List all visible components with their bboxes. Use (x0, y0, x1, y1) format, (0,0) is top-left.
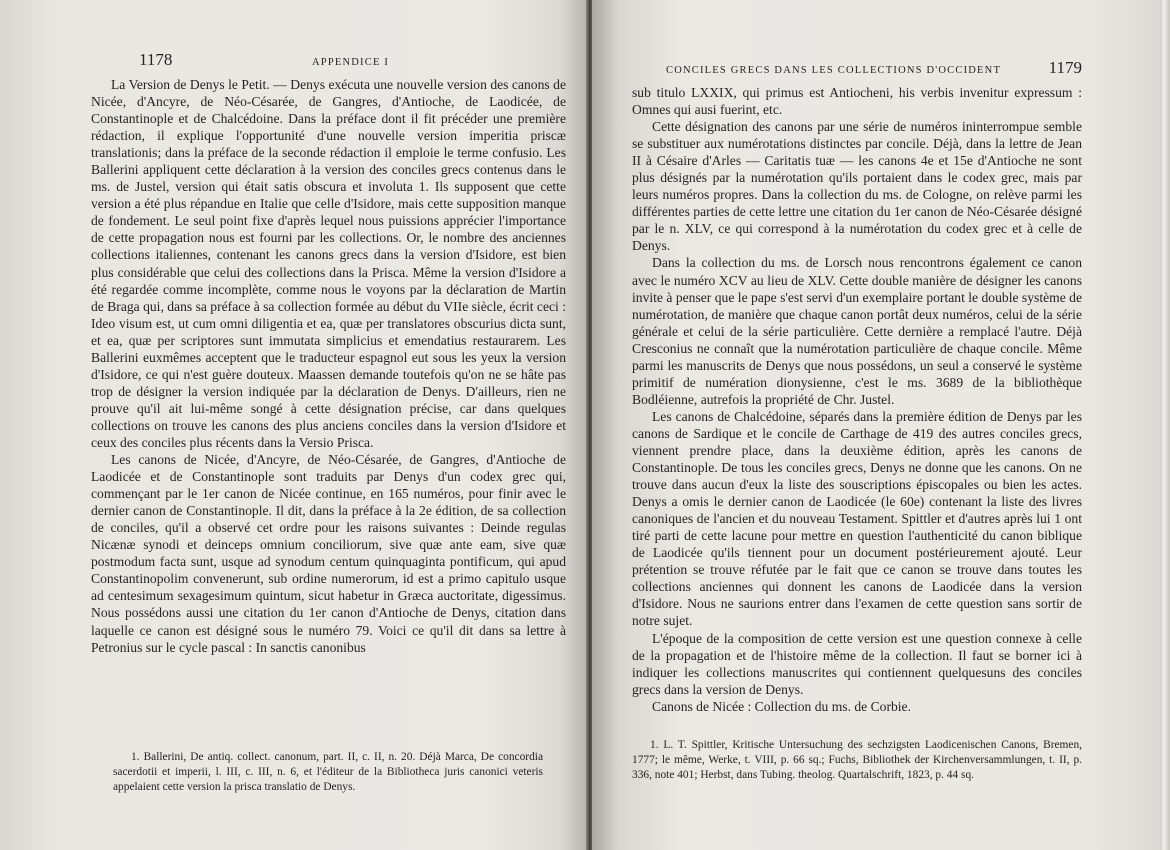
left-footnotes (113, 750, 543, 796)
page-edge (1160, 0, 1170, 850)
paragraph: Cette désignation des canons par une série de numéros ininterrompue semble se substituer aux numérotations distinctes par concile. Déjà, dans la lettre de Jean II à Césaire d'Arles — Caritatis tuæ — les canons 4e et 15e d'Antioche ne sont plus désignés par la numérotation qu'ils portaient dans le codex grec, mais par leurs numéros propres. Dans la collection du ms. de Cologne, on relève parmi les différentes parties de cette lettre une citation du 1er canon de Néo-Césarée désigné par le n. XLV, ce qui correspond à la numérotation du codex grec et à celle de Denys. (632, 119, 1082, 254)
right-footnotes (632, 738, 1082, 784)
left-page-body (91, 76, 566, 656)
left-running-head: APPENDICE I (312, 57, 390, 68)
paragraph: sub titulo LXXIX, qui primus est Antiocheni, his verbis invenitur expressum : Omnes qui ausi fuerint, etc. (632, 85, 1082, 118)
left-page-number: 1178 (139, 50, 173, 69)
right-page-body (632, 84, 1082, 715)
paragraph: Canons de Nicée : Collection du ms. de Corbie. (652, 698, 911, 714)
right-page (592, 0, 1170, 850)
right-page-header (632, 58, 1082, 84)
right-page-number: 1179 (1048, 58, 1082, 77)
footnote: 1. L. T. Spittler, Kritische Untersuchung des sechzigsten Laodicenischen Canons, Bremen, 1777; le même, Werke, t. VIII, p. 66 sq.; Fuchs, Bibliothek der Kirchenversammlungen, t. II, p. 336, note 401; Herbst, dans Tubing. theolog. Quartalschrift, 1823, p. 44 sq. (632, 739, 1082, 782)
paragraph: Les canons de Chalcédoine, séparés dans la première édition de Denys par les canons de Sardique et le concile de Carthage de 419 des autres conciles grecs, viennent prendre place, dans la deuxième édition, après les canons de Constantinople. De tous les conciles grecs, Denys ne donne que les canons. On ne trouve dans aucun d'eux la liste des souscriptions épiscopales ou bien les actes. Denys a omis le dernier canon de Laodicée (le 60e) contenant la liste des livres canoniques de l'ancien et du nouveau Testament. Spittler et d'autres après lui 1 ont tiré parti de cette lacune pour mettre en question l'authenticité du canon biblique de Laodicée qu'ils tiennent pour un document postérieurement ajouté. Leur prétention se trouve réfutée par le fait que ce canon se trouve dans toutes les collections anciennes qui donnent les canons de Laodicée dans la version d'Isidore. Nous ne saurions entrer dans l'examen de cette question sans sortir de notre sujet. (632, 408, 1082, 629)
paragraph: Dans la collection du ms. de Lorsch nous rencontrons également ce canon avec le numéro XCV au lieu de XLV. Cette double manière de désigner les canons invite à penser que le pape s'est servi d'un exemplaire portant le double système de numérotation, de manière que chaque canon portât deux numéros, celui de la série générale et celui de la série particulière. Cette dernière a remplacé l'autre. Déjà Cresconius ne connaît que la numérotation particulière de chaque concile. Même parmi les manuscrits de Denys que nous possédons, un seul a conservé le système primitif de numération dionysienne, c'est le ms. 3689 de la bibliothèque Bodléienne, autrefois la propriété de Chr. Justel. (632, 255, 1082, 407)
footnote: 1. Ballerini, De antiq. collect. canonum, part. II, c. II, n. 20. Déjà Marca, De concordia sacerdotii et imperii, l. III, c. III, n. 6, et l'éditeur de la Bibliotheca juris canonici veteris appelaient cette version la prisca translatio de Denys. (113, 751, 543, 794)
paragraph: L'époque de la composition de cette version est une question connexe à celle de la propagation et de l'histoire même de la collection. Il faut se borner ici à indiquer les collections manuscrites qui contiennent quelquesuns des conciles grecs dans la version de Denys. (632, 630, 1082, 697)
paragraph: Les canons de Nicée, d'Ancyre, de Néo-Césarée, de Gangres, d'Antioche de Laodicée et de Constantinople sont traduits par Denys d'un codex grec qui, commençant par le 1er canon de Nicée continue, en 165 numéros, pour finir avec le dernier canon de Constantinople. Il dit, dans la préface à la 2e édition, de sa collection de conciles, qu'il a observé cet ordre pour les raisons suivantes : Deinde regulas Nicænæ synodi et deinceps omnium conciliorum, sive quæ ante eam, sive quæ postmodum facta sunt, usque ad synodum centum quinquaginta pontificum, qui apud Constantinopolim convenerunt, sub ordine numerorum, id est a primo capitulo usque ad centesimum sexagesimum quintum, sicut habetur in Græca auctoritate, digessimus. Nous possédons aussi une citation du 1er canon d'Antioche de Denys, citation dans laquelle ce canon est désigné sous le numéro 79. Voici ce qu'il dit dans sa lettre à Petronius sur le cycle pascal : In sanctis canonibus (91, 452, 566, 655)
left-page-header (95, 50, 566, 76)
right-running-head: CONCILES GRECS DANS LES COLLECTIONS D'OCCIDENT (666, 65, 1002, 76)
paragraph: La Version de Denys le Petit. — Denys exécuta une nouvelle version des canons de Nicée, d'Ancyre, de Néo-Césarée, de Gangres, d'Antioche, de Laodicée, de Constantinople et de Chalcédoine. Dans la préface dont il fit précéder une première rédaction, il explique l'opportunité d'une nouvelle version imperitia priscæ translationis; dans la préface de la seconde rédaction il emploie le terme confusio. Les Ballerini appliquent cette déclaration à la version des conciles grecs contenus dans le ms. de Justel, version qui était satis obscura et involuta 1. Ils supposent que cette version a été plus répandue en Italie que celle d'Isidore, mais cette supposition manque de fondement. Le seul point fixe d'après lequel nous puissions apprécier l'importance de cette propagation nous est fourni par les collections. Or, le nombre des anciennes collections italiennes, contenant les canons grecs dans la version d'Isidore, est bien plus considérable que celui des collections dans la Prisca. Même la version d'Isidore a été regardée comme incomplète, comme nous le voyons par la déclaration de Martin de Braga qui, dans sa préface à sa collection formée au début du VIIe siècle, écrit ceci : Ideo visum est, ut cum omni diligentia et ea, quæ per translatores obscurius dicta sunt, et ea, quæ per scriptores sunt immutata simplicius et emendatius restaurarem. Les Ballerini euxmêmes acceptent que le traducteur espagnol eut sous les yeux la version d'Isidore, ce qui n'est guère douteux. Maassen demande toutefois qu'on ne se hâte pas trop de désigner la version indiquée par la déclaration de Denys. D'ailleurs, rien ne prouve qu'il ait lui-même songé à cette désignation précise, car dans quelques collections on trouve les canons des plus anciens conciles dans la version d'Isidore et ceux des conciles plus récents dans la Versio Prisca. (91, 77, 566, 450)
